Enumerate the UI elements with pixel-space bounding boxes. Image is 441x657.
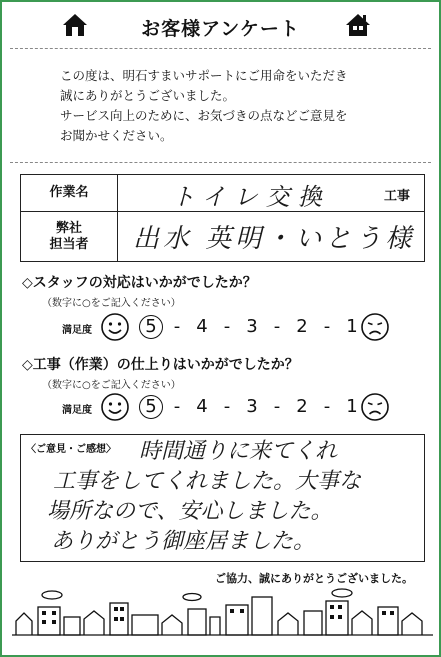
rating-scale: 5 - 4 - 3 - 2 - 1 [136, 315, 366, 339]
intro-line: この度は、明石すまいサポートにご用命をいただき [60, 68, 348, 83]
question-2-title: ◇工事（作業）の仕上りはいかがでしたか？ [22, 357, 299, 373]
comment-line: ありがとう御座居ました。 [51, 529, 316, 554]
intro-line: サービス向上のために、お気づきの点などご意見を [60, 108, 348, 123]
divider [10, 162, 431, 163]
rating-option[interactable]: 3 [246, 316, 258, 337]
staff-label-line: 担当者 [49, 236, 89, 252]
staff-row [21, 212, 424, 261]
question-2-rating [62, 392, 402, 426]
rating-option-selected[interactable]: 5 [139, 395, 163, 419]
rating-option[interactable]: 4 [196, 396, 208, 417]
question-2-note: （数字に○をご記入ください） [42, 380, 181, 391]
townscape-illustration [12, 587, 433, 647]
divider [10, 48, 431, 49]
staff-value: 出水 英明・いとう様 [133, 224, 416, 254]
rating-option[interactable]: 2 [296, 396, 308, 417]
comment-line: 場所なので、安心しました。 [47, 499, 333, 524]
staff-label-line: 弊社 [55, 220, 82, 236]
frown-icon [360, 312, 390, 342]
rating-option[interactable]: 3 [246, 396, 258, 417]
comment-label: 〈ご意見・ご感想〉 [26, 444, 116, 455]
intro-text [60, 66, 348, 146]
intro-line: お聞かせください。 [60, 128, 173, 143]
rating-option[interactable]: 4 [196, 316, 208, 337]
question-1-rating [62, 312, 402, 346]
comment-box [20, 434, 425, 562]
rating-option[interactable]: 1 [346, 316, 358, 337]
smiley-icon [100, 312, 130, 342]
rating-option-selected[interactable]: 5 [139, 315, 163, 339]
header [10, 10, 431, 44]
staff-label [21, 212, 118, 261]
thanks-text: ご協力、誠にありがとうございました。 [215, 572, 413, 585]
rating-option[interactable]: 2 [296, 316, 308, 337]
rating-option[interactable]: 1 [346, 396, 358, 417]
info-table [20, 174, 425, 262]
rating-scale: 5 - 4 - 3 - 2 - 1 [136, 395, 366, 419]
rating-label: 満足度 [62, 325, 92, 336]
house-icon [345, 12, 371, 38]
frown-icon [360, 392, 390, 422]
work-suffix: 工事 [383, 189, 410, 204]
page-title: お客様アンケート [141, 18, 300, 40]
comment-line: 工事をしてくれました。大事な [53, 469, 362, 494]
comment-line: 時間通りに来てくれ [139, 439, 338, 464]
question-1-note: （数字に○をご記入ください） [42, 298, 181, 309]
work-value: トイレ交換 [171, 183, 330, 211]
intro-line: 誠にありがとうございました。 [60, 88, 236, 103]
work-row [21, 175, 424, 212]
smiley-icon [100, 392, 130, 422]
question-1-title: ◇スタッフの対応はいかがでしたか？ [22, 275, 257, 291]
work-label: 作業名 [21, 175, 118, 211]
rating-label: 満足度 [62, 405, 92, 416]
